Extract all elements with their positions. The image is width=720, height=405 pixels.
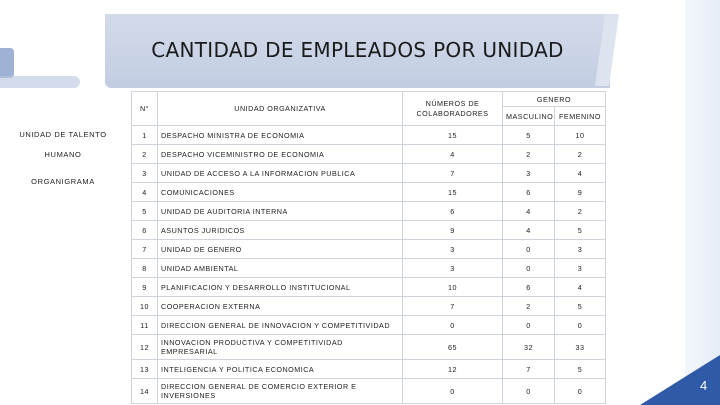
row-unit-name: ASUNTOS JURIDICOS xyxy=(158,221,403,240)
row-female: 5 xyxy=(555,360,606,379)
row-male: 0 xyxy=(503,379,555,404)
row-male: 5 xyxy=(503,126,555,145)
table-row xyxy=(132,297,606,316)
row-number: 8 xyxy=(132,259,158,278)
row-number: 13 xyxy=(132,360,158,379)
row-total: 15 xyxy=(403,183,503,202)
table-row xyxy=(132,240,606,259)
table-row xyxy=(132,202,606,221)
decorative-corner xyxy=(640,355,720,405)
row-unit-name: UNIDAD DE AUDITORIA INTERNA xyxy=(158,202,403,221)
row-number: 14 xyxy=(132,379,158,404)
table-row xyxy=(132,126,606,145)
table-row xyxy=(132,360,606,379)
row-unit-name: INTELIGENCIA Y POLITICA ECONOMICA xyxy=(158,360,403,379)
row-male: 6 xyxy=(503,278,555,297)
row-total: 7 xyxy=(403,297,503,316)
row-male: 2 xyxy=(503,297,555,316)
table-row xyxy=(132,259,606,278)
row-female: 5 xyxy=(555,297,606,316)
row-male: 3 xyxy=(503,164,555,183)
row-total: 0 xyxy=(403,316,503,335)
table-row xyxy=(132,316,606,335)
side-label-unit: UNIDAD DE TALENTO xyxy=(19,130,107,139)
header-unit: UNIDAD ORGANIZATIVA xyxy=(158,92,403,126)
row-number: 10 xyxy=(132,297,158,316)
row-number: 1 xyxy=(132,126,158,145)
row-total: 3 xyxy=(403,240,503,259)
row-female: 0 xyxy=(555,379,606,404)
row-total: 4 xyxy=(403,145,503,164)
header-gender: GENERO xyxy=(503,92,606,107)
row-number: 12 xyxy=(132,335,158,360)
row-female: 4 xyxy=(555,164,606,183)
row-unit-name: COMUNICACIONES xyxy=(158,183,403,202)
table-row xyxy=(132,379,606,404)
row-number: 4 xyxy=(132,183,158,202)
row-unit-name: COOPERACION EXTERNA xyxy=(158,297,403,316)
row-total: 65 xyxy=(403,335,503,360)
row-unit-name: DIRECCION GENERAL DE COMERCIO EXTERIOR E INVERSIONES xyxy=(158,379,403,404)
table-row xyxy=(132,164,606,183)
row-number: 11 xyxy=(132,316,158,335)
row-female: 3 xyxy=(555,259,606,278)
header-num: N° xyxy=(132,92,158,126)
row-female: 5 xyxy=(555,221,606,240)
row-number: 9 xyxy=(132,278,158,297)
row-total: 15 xyxy=(403,126,503,145)
row-total: 12 xyxy=(403,360,503,379)
table-row xyxy=(132,145,606,164)
row-unit-name: UNIDAD DE ACCESO A LA INFORMACION PUBLICA xyxy=(158,164,403,183)
row-total: 0 xyxy=(403,379,503,404)
row-total: 10 xyxy=(403,278,503,297)
row-unit-name: DESPACHO MINISTRA DE ECONOMIA xyxy=(158,126,403,145)
row-unit-name: PLANIFICACION Y DESARROLLO INSTITUCIONAL xyxy=(158,278,403,297)
row-number: 3 xyxy=(132,164,158,183)
side-label-org: ORGANIGRAMA xyxy=(31,177,95,186)
row-unit-name: DESPACHO VICEMINISTRO DE ECONOMIA xyxy=(158,145,403,164)
row-female: 3 xyxy=(555,240,606,259)
row-male: 7 xyxy=(503,360,555,379)
row-total: 7 xyxy=(403,164,503,183)
row-number: 2 xyxy=(132,145,158,164)
row-male: 0 xyxy=(503,240,555,259)
row-unit-name: DIRECCION GENERAL DE INNOVACION Y COMPETITIVIDAD xyxy=(158,316,403,335)
row-male: 32 xyxy=(503,335,555,360)
row-female: 33 xyxy=(555,335,606,360)
row-number: 5 xyxy=(132,202,158,221)
row-number: 6 xyxy=(132,221,158,240)
table-row xyxy=(132,335,606,360)
row-total: 9 xyxy=(403,221,503,240)
table-row xyxy=(132,278,606,297)
row-male: 0 xyxy=(503,259,555,278)
row-total: 6 xyxy=(403,202,503,221)
decorative-accent-left xyxy=(0,48,14,78)
row-female: 4 xyxy=(555,278,606,297)
employees-table xyxy=(131,91,606,404)
row-unit-name: UNIDAD AMBIENTAL xyxy=(158,259,403,278)
side-label-unit-line2: HUMANO xyxy=(44,150,82,159)
row-male: 4 xyxy=(503,202,555,221)
row-total: 3 xyxy=(403,259,503,278)
row-female: 9 xyxy=(555,183,606,202)
row-female: 2 xyxy=(555,202,606,221)
row-unit-name: UNIDAD DE GENERO xyxy=(158,240,403,259)
row-male: 0 xyxy=(503,316,555,335)
row-unit-name: INNOVACION PRODUCTIVA Y COMPETITIVIDAD EMPRESARIAL xyxy=(158,335,403,360)
row-male: 2 xyxy=(503,145,555,164)
decorative-right-band xyxy=(685,0,720,405)
row-female: 10 xyxy=(555,126,606,145)
decorative-accent-left-bar xyxy=(0,76,80,88)
row-number: 7 xyxy=(132,240,158,259)
row-male: 6 xyxy=(503,183,555,202)
header-count: NÚMEROS DE COLABORADORES xyxy=(403,92,503,126)
header-male: MASCULINO xyxy=(503,107,555,126)
slide-title: CANTIDAD DE EMPLEADOS POR UNIDAD xyxy=(151,38,564,62)
table-row xyxy=(132,221,606,240)
header-female: FEMENINO xyxy=(555,107,606,126)
row-female: 0 xyxy=(555,316,606,335)
row-male: 4 xyxy=(503,221,555,240)
page-number: 4 xyxy=(700,378,708,393)
table-row xyxy=(132,183,606,202)
row-female: 2 xyxy=(555,145,606,164)
